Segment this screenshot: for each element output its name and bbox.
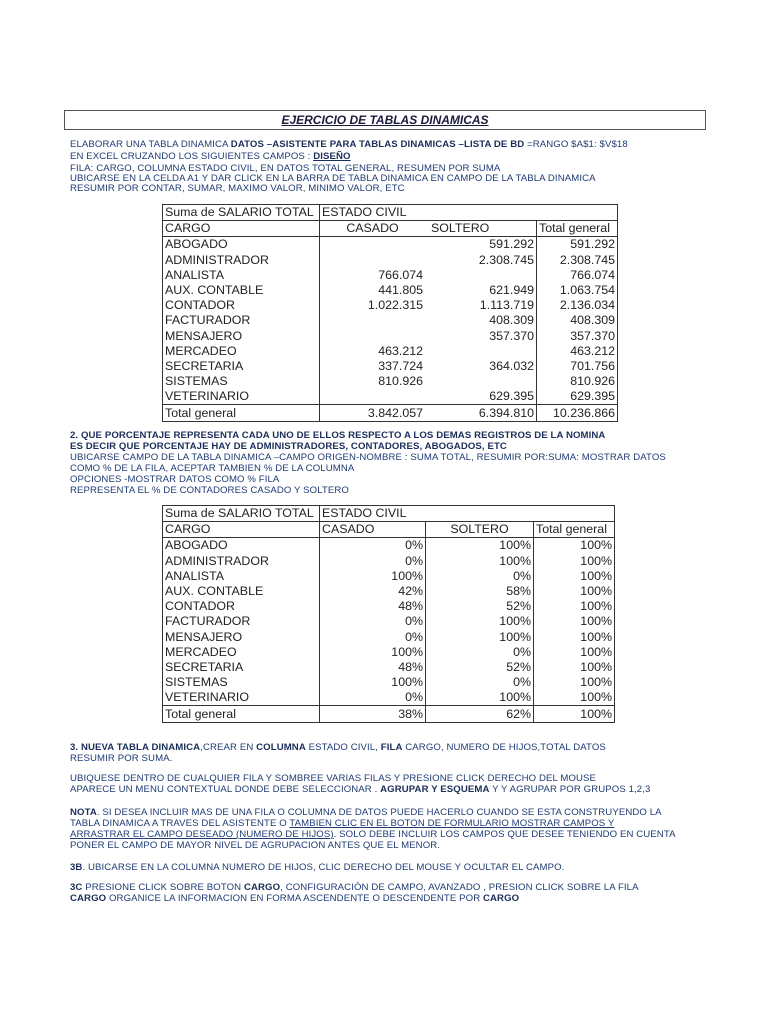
header-cell: ESTADO CIVIL	[320, 205, 426, 221]
value-cell	[320, 253, 426, 268]
total-cell: Total general	[163, 405, 320, 421]
value-cell: 48%	[320, 660, 426, 675]
nota-line-4: PONER EL CAMPO DE MAYOR NIVEL DE AGRUPACION ANTES QUE EL MENOR.	[70, 840, 441, 851]
value-cell: 48%	[320, 599, 426, 614]
value-cell	[320, 237, 426, 253]
table-total-row	[163, 706, 615, 722]
table-row	[163, 645, 615, 660]
value-cell: 100%	[320, 675, 426, 690]
value-cell	[425, 268, 537, 283]
pivot-table-percentages	[162, 505, 615, 723]
value-cell: 100%	[534, 584, 615, 599]
value-cell	[320, 389, 426, 405]
value-cell: 337.724	[378, 358, 423, 373]
value-cell: 766.074	[378, 267, 423, 282]
nota-line-1: NOTA. SI DESEA INCLUIR MAS DE UNA FILA O COLUMNA DE DATOS PUEDE HACERLO CUANDO SE ESTA CONSTRUYENDO LA	[70, 807, 662, 818]
value-cell: 52%	[426, 660, 534, 675]
nota-line-3: ARRASTRAR EL CAMPO DESEADO (NUMERO DE HIJOS). SOLO DEBE INCLUIR LOS CAMPOS QUE DESEE TENIENDO EN CUENTA	[70, 829, 676, 840]
row-label-cell: SECRETARIA	[163, 660, 320, 675]
value-cell: 463.212	[537, 344, 618, 359]
value-cell: 1.113.719	[425, 298, 537, 313]
value-cell: 100%	[534, 599, 615, 614]
row-label-cell: ABOGADO	[163, 237, 320, 253]
value-cell: 100%	[534, 660, 615, 675]
table-row	[163, 599, 615, 614]
section2-line-2: ES DECIR QUE PORCENTAJE HAY DE ADMINISTRADORES, CONTADORES, ABOGADOS, ETC	[70, 441, 507, 452]
header-cell: Suma de SALARIO TOTAL	[163, 205, 320, 221]
value-cell	[425, 344, 537, 359]
header-cell	[537, 205, 618, 221]
value-cell: 100%	[534, 630, 615, 645]
value-cell: 100%	[426, 538, 534, 554]
header-cell: Suma de SALARIO TOTAL	[163, 506, 320, 522]
table-row	[163, 554, 615, 569]
table-row	[163, 298, 618, 313]
row-label-cell: AUX. CONTABLE	[163, 283, 320, 298]
table-row	[163, 675, 615, 690]
value-cell: 591.292	[425, 237, 537, 253]
total-cell: 62%	[426, 706, 534, 722]
row-label-cell: MENSAJERO	[163, 329, 320, 344]
table-row	[163, 253, 618, 268]
value-cell: 0%	[320, 538, 426, 554]
header-cell: Total general	[537, 221, 618, 237]
intro-line-4: UBICARSE EN LA CELDA A1 Y DAR CLICK EN LA BARRA DE TABLA DINAMICA EN CAMPO DE LA TABLA DINAMICA	[70, 173, 596, 184]
table-row	[163, 538, 615, 554]
row-label-cell: SISTEMAS	[163, 675, 320, 690]
value-cell: 441.805	[378, 283, 423, 298]
value-cell: 42%	[320, 584, 426, 599]
value-cell: 408.309	[537, 313, 618, 328]
row-label-cell: ADMINISTRADOR	[163, 554, 320, 569]
value-cell: 357.370	[425, 329, 537, 344]
value-cell: 2.308.745	[425, 253, 537, 268]
table-row	[163, 268, 618, 283]
total-cell: Total general	[163, 706, 320, 722]
value-cell: 364.032	[425, 359, 537, 374]
section3-line-4: APARECE UN MENU CONTEXTUAL DONDE DEBE SELECCIONAR . AGRUPAR Y ESQUEMA Y Y AGRUPAR POR GRUPOS 1,2,3	[70, 784, 651, 795]
header-cell: CASADO	[320, 221, 426, 237]
value-cell: 0%	[320, 614, 426, 629]
table-row	[163, 630, 615, 645]
value-cell: 629.395	[537, 389, 618, 405]
pivot-table-salaries	[162, 204, 618, 422]
section3-line-1: 3. NUEVA TABLA DINAMICA,CREAR EN COLUMNA ESTADO CIVIL, FILA CARGO, NUMERO DE HIJOS,TOTAL DATOS	[70, 742, 606, 753]
value-cell: 0%	[320, 690, 426, 706]
section2-line-6: REPRESENTA EL % DE CONTADORES CASADO Y SOLTERO	[70, 485, 349, 496]
header-cell: CARGO	[163, 221, 320, 237]
table-row	[163, 237, 618, 253]
value-cell: 629.395	[425, 389, 537, 405]
value-cell	[425, 374, 537, 389]
header-cell	[426, 506, 534, 522]
row-label-cell: MENSAJERO	[163, 630, 320, 645]
value-cell: 810.926	[378, 374, 423, 389]
table-total-row	[163, 405, 618, 421]
header-cell: CARGO	[163, 522, 320, 538]
row-label-cell: VETERINARIO	[163, 690, 320, 706]
table-header-row	[163, 205, 618, 221]
value-cell: 2.136.034	[537, 298, 618, 313]
table-header-row	[163, 221, 618, 237]
table-row	[163, 614, 615, 629]
total-cell: 10.236.866	[537, 405, 618, 421]
table-row	[163, 359, 618, 374]
value-cell: 100%	[534, 614, 615, 629]
table-row	[163, 389, 618, 405]
value-cell: 100%	[534, 538, 615, 554]
row-label-cell: FACTURADOR	[163, 614, 320, 629]
table-row	[163, 584, 615, 599]
header-cell: ESTADO CIVIL	[320, 506, 426, 522]
header-cell: Total general	[534, 522, 615, 538]
table-row	[163, 283, 618, 298]
header-cell	[425, 205, 537, 221]
table-header-row	[163, 522, 615, 538]
value-cell: 100%	[534, 554, 615, 569]
total-cell: 38%	[320, 706, 426, 722]
value-cell: 1.022.315	[367, 298, 423, 313]
value-cell: 100%	[426, 554, 534, 569]
row-label-cell: ABOGADO	[163, 538, 320, 554]
row-label-cell: AUX. CONTABLE	[163, 584, 320, 599]
value-cell: 701.756	[537, 359, 618, 374]
header-cell: CASADO	[320, 522, 426, 538]
value-cell: 591.292	[537, 237, 618, 253]
value-cell: 0%	[320, 554, 426, 569]
value-cell: 621.949	[425, 283, 537, 298]
value-cell: 1.063.754	[537, 283, 618, 298]
value-cell: 766.074	[537, 268, 618, 283]
total-cell: 6.394.810	[425, 405, 537, 421]
row-label-cell: FACTURADOR	[163, 313, 320, 328]
section2-line-4: COMO % DE LA FILA, ACEPTAR TAMBIEN % DE LA COLUMNA	[70, 463, 355, 474]
section3-line-2: RESUMIR POR SUMA.	[70, 753, 173, 764]
header-cell: SOLTERO	[426, 522, 534, 538]
section2-line-1: 2. QUE PORCENTAJE REPRESENTA CADA UNO DE ELLOS RESPECTO A LOS DEMAS REGISTROS DE LA NOMINA	[70, 430, 606, 441]
intro-line-3: FILA: CARGO, COLUMNA ESTADO CIVIL, EN DATOS TOTAL GENERAL, RESUMEN POR SUMA	[70, 163, 501, 174]
row-label-cell: MERCADEO	[163, 344, 320, 359]
value-cell: 100%	[534, 645, 615, 660]
table-row	[163, 660, 615, 675]
value-cell: 2.308.745	[537, 253, 618, 268]
title-box	[64, 110, 706, 130]
intro-line-2: EN EXCEL CRUZANDO LOS SIGUIENTES CAMPOS : DISEÑO	[70, 151, 351, 162]
value-cell: 357.370	[537, 329, 618, 344]
row-label-cell: SISTEMAS	[163, 374, 320, 389]
row-label-cell: ANALISTA	[163, 268, 320, 283]
intro-line-1: ELABORAR UNA TABLA DINAMICA DATOS –ASISTENTE PARA TABLAS DINAMICAS –LISTA DE BD =RANGO $A$1: $V$18	[70, 139, 628, 150]
section2-line-5: OPCIONES -MOSTRAR DATOS COMO % FILA	[70, 474, 280, 485]
row-label-cell: SECRETARIA	[163, 359, 320, 374]
value-cell: 100%	[426, 690, 534, 706]
intro-line-5: RESUMIR POR CONTAR, SUMAR, MAXIMO VALOR, MINIMO VALOR, ETC	[70, 183, 405, 194]
value-cell: 0%	[320, 630, 426, 645]
row-label-cell: ANALISTA	[163, 569, 320, 584]
value-cell: 100%	[534, 690, 615, 706]
section3c-line-1: 3C PRESIONE CLICK SOBRE BOTON CARGO, CONFIGURACIÓN DE CAMPO, AVANZADO , PRESION CLICK SOBRE LA FILA	[70, 882, 639, 893]
section3c-line-2: CARGO ORGANICE LA INFORMACION EN FORMA ASCENDENTE O DESCENDENTE POR CARGO	[70, 893, 520, 904]
value-cell: 463.212	[378, 343, 423, 358]
row-label-cell: VETERINARIO	[163, 389, 320, 405]
section3-line-3: UBIQUESE DENTRO DE CUALQUIER FILA Y SOMBREE VARIAS FILAS Y PRESIONE CLICK DERECHO DEL MOUSE	[70, 773, 597, 784]
value-cell: 0%	[426, 675, 534, 690]
header-cell: SOLTERO	[425, 221, 537, 237]
value-cell: 58%	[426, 584, 534, 599]
table-row	[163, 690, 615, 706]
table-row	[163, 374, 618, 389]
table-row	[163, 329, 618, 344]
table-row	[163, 344, 618, 359]
table-header-row	[163, 506, 615, 522]
value-cell: 100%	[320, 645, 426, 660]
header-cell	[534, 506, 615, 522]
value-cell: 0%	[426, 645, 534, 660]
row-label-cell: CONTADOR	[163, 298, 320, 313]
nota-line-2: TABLA DINAMICA A TRAVES DEL ASISTENTE O TAMBIEN CLIC EN EL BOTON DE FORMULARIO MOSTRAR CAMPOS Y	[70, 818, 615, 829]
section3b-line: 3B. UBICARSE EN LA COLUMNA NUMERO DE HIJOS, CLIC DERECHO DEL MOUSE Y OCULTAR EL CAMPO.	[70, 862, 565, 873]
table-row	[163, 313, 618, 328]
page-title: EJERCICIO DE TABLAS DINAMICAS	[281, 113, 489, 127]
section2-line-3: UBICARSE CAMPO DE LA TABLA DINAMICA –CAMPO ORIGEN-NOMBRE : SUMA TOTAL, RESUMIR POR:SUMA: MOSTRAR DATOS	[70, 452, 666, 463]
row-label-cell: CONTADOR	[163, 599, 320, 614]
value-cell: 100%	[426, 630, 534, 645]
value-cell: 100%	[534, 569, 615, 584]
value-cell: 52%	[426, 599, 534, 614]
value-cell: 100%	[320, 569, 426, 584]
value-cell: 0%	[426, 569, 534, 584]
value-cell	[320, 313, 426, 328]
value-cell: 810.926	[537, 374, 618, 389]
total-cell: 100%	[534, 706, 615, 722]
table-row	[163, 569, 615, 584]
row-label-cell: MERCADEO	[163, 645, 320, 660]
value-cell: 408.309	[425, 313, 537, 328]
value-cell	[320, 329, 426, 344]
total-cell: 3.842.057	[320, 405, 426, 421]
value-cell: 100%	[426, 614, 534, 629]
row-label-cell: ADMINISTRADOR	[163, 253, 320, 268]
value-cell: 100%	[534, 675, 615, 690]
